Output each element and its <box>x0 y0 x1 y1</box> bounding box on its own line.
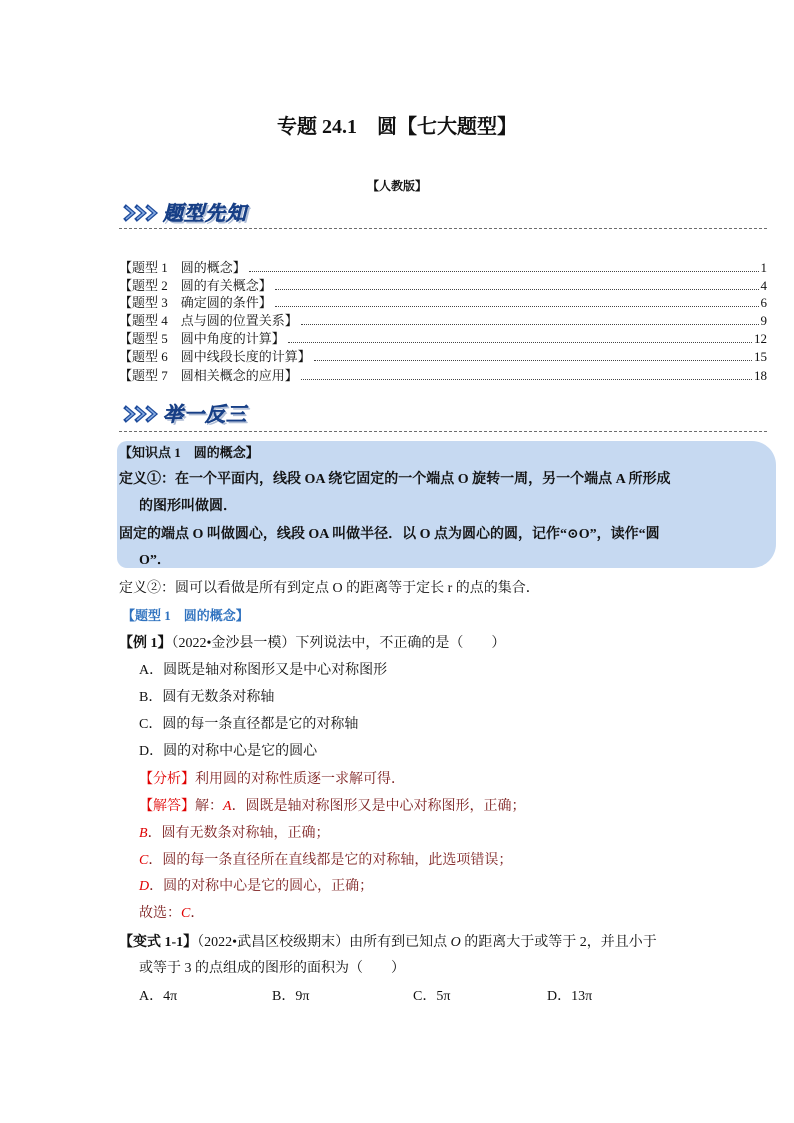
solution-line <box>139 852 512 870</box>
toc-entry-label: 【题型 4 点与圆的位置关系】 <box>119 313 298 328</box>
definition-1-line: 固定的端点 O 叫做圆心，线段 OA 叫做半径．以 O 点为圆心的圆，记作“⊙O”，读作“圆 <box>119 527 660 542</box>
solution-option-letter: C <box>139 853 149 868</box>
toc-leader-dots <box>301 324 759 325</box>
question-type-heading: 【题型 1 圆的概念】 <box>122 608 249 623</box>
toc-leader-dots <box>314 360 752 361</box>
example-option: B．圆有无数条对称轴 <box>139 690 275 705</box>
toc-leader-dots <box>288 342 752 343</box>
final-choice-line <box>139 905 204 923</box>
definition-1-line: 的图形叫做圆． <box>139 499 237 514</box>
variant-option: B．9π <box>272 989 310 1004</box>
knowledge-point-heading: 【知识点 1 圆的概念】 <box>119 445 259 460</box>
toc-entry-label: 【题型 6 圆中线段长度的计算】 <box>119 349 311 364</box>
document-title: 专题 24.1 圆【七大题型】 <box>277 116 517 138</box>
example-label: 【例 1】 <box>119 636 172 651</box>
toc-entry-page: 18 <box>754 368 767 383</box>
solution-label: 【解答】 <box>139 799 195 814</box>
final-choice-letter: C <box>181 906 191 921</box>
solution-line <box>139 878 373 896</box>
toc-entry-label: 【题型 2 圆的有关概念】 <box>119 278 272 293</box>
toc-entry-page: 12 <box>754 331 767 346</box>
toc-entry-page: 4 <box>760 278 767 293</box>
section-divider <box>119 228 767 229</box>
toc-entry[interactable] <box>119 313 767 329</box>
variant-option: C．5π <box>413 989 451 1004</box>
toc-entry[interactable] <box>119 331 767 347</box>
banner-preview-text: 题型先知 <box>163 201 247 225</box>
example-stem-text: （2022•金沙县一模）下列说法中，不正确的是（ ） <box>171 636 506 651</box>
analysis-line <box>139 771 405 789</box>
variant-stem-text: （2022•武昌区校级期末）由所有到已知点 <box>197 935 451 950</box>
toc-leader-dots <box>275 289 759 290</box>
definition-1-line: O”． <box>139 553 171 568</box>
toc-entry-label: 【题型 3 确定圆的条件】 <box>119 295 272 310</box>
toc-entry[interactable] <box>119 349 767 365</box>
toc-entry-label: 【题型 1 圆的概念】 <box>119 260 246 275</box>
toc-entry-page: 15 <box>754 349 767 364</box>
banner-preview <box>122 199 247 227</box>
solution-option-letter: A <box>223 799 232 814</box>
example-1-stem <box>119 635 505 653</box>
solution-text: ．圆有无数条对称轴，正确； <box>147 826 330 841</box>
toc-entry-label: 【题型 7 圆相关概念的应用】 <box>119 368 298 383</box>
toc-entry-label: 【题型 5 圆中角度的计算】 <box>119 331 285 346</box>
variant-point-variable: O <box>450 935 461 950</box>
solution-option-letter: B <box>139 826 148 841</box>
toc-entry[interactable] <box>119 278 767 294</box>
solution-prefix: 解： <box>195 799 223 814</box>
banner-practice <box>122 400 247 428</box>
solution-line <box>139 825 330 843</box>
toc-leader-dots <box>301 379 752 380</box>
variant-option: D．13π <box>547 989 593 1004</box>
toc-entry[interactable] <box>119 295 767 311</box>
chevrons-icon <box>122 202 162 224</box>
final-choice-prefix: 故选： <box>139 906 181 921</box>
solution-text: ．圆既是轴对称图形又是中心对称图形，正确； <box>231 799 526 814</box>
example-option: A．圆既是轴对称图形又是中心对称图形 <box>139 663 388 678</box>
solution-text: ．圆的对称中心是它的圆心，正确； <box>149 879 374 894</box>
final-choice-suffix: ． <box>190 906 205 921</box>
toc-leader-dots <box>249 271 759 272</box>
toc-entry[interactable] <box>119 260 767 276</box>
toc-entry-page: 9 <box>760 313 767 328</box>
toc-entry-page: 6 <box>760 295 767 310</box>
banner-practice-text: 举一反三 <box>163 402 247 426</box>
variant-1-1-stem <box>119 934 657 952</box>
example-option: D．圆的对称中心是它的圆心 <box>139 744 318 759</box>
definition-1-line: 定义①：在一个平面内，线段 OA 绕它固定的一个端点 O 旋转一周，另一个端点 A 所形成 <box>119 472 671 487</box>
toc-entry[interactable] <box>119 368 767 384</box>
variant-option: A．4π <box>139 989 178 1004</box>
analysis-label: 【分析】 <box>139 772 195 787</box>
analysis-text: 利用圆的对称性质逐一求解可得． <box>195 772 405 787</box>
edition-label: 【人教版】 <box>366 179 427 193</box>
example-option: C．圆的每一条直径都是它的对称轴 <box>139 717 359 732</box>
solution-option-letter: D <box>139 879 150 894</box>
variant-label: 【变式 1-1】 <box>119 935 198 950</box>
section-divider <box>119 431 767 432</box>
variant-stem-text: 的距离大于或等于 2，并且小于 <box>460 935 657 950</box>
definition-2: 定义②：圆可以看做是所有到定点 O 的距离等于定长 r 的点的集合． <box>119 581 540 596</box>
variant-stem-line-2: 或等于 3 的点组成的图形的面积为（ ） <box>139 961 405 976</box>
toc-entry-page: 1 <box>760 260 767 275</box>
solution-line <box>139 798 526 816</box>
toc-leader-dots <box>275 306 759 307</box>
solution-text: ．圆的每一条直径所在直线都是它的对称轴，此选项错误； <box>148 853 513 868</box>
chevrons-icon <box>122 403 162 425</box>
